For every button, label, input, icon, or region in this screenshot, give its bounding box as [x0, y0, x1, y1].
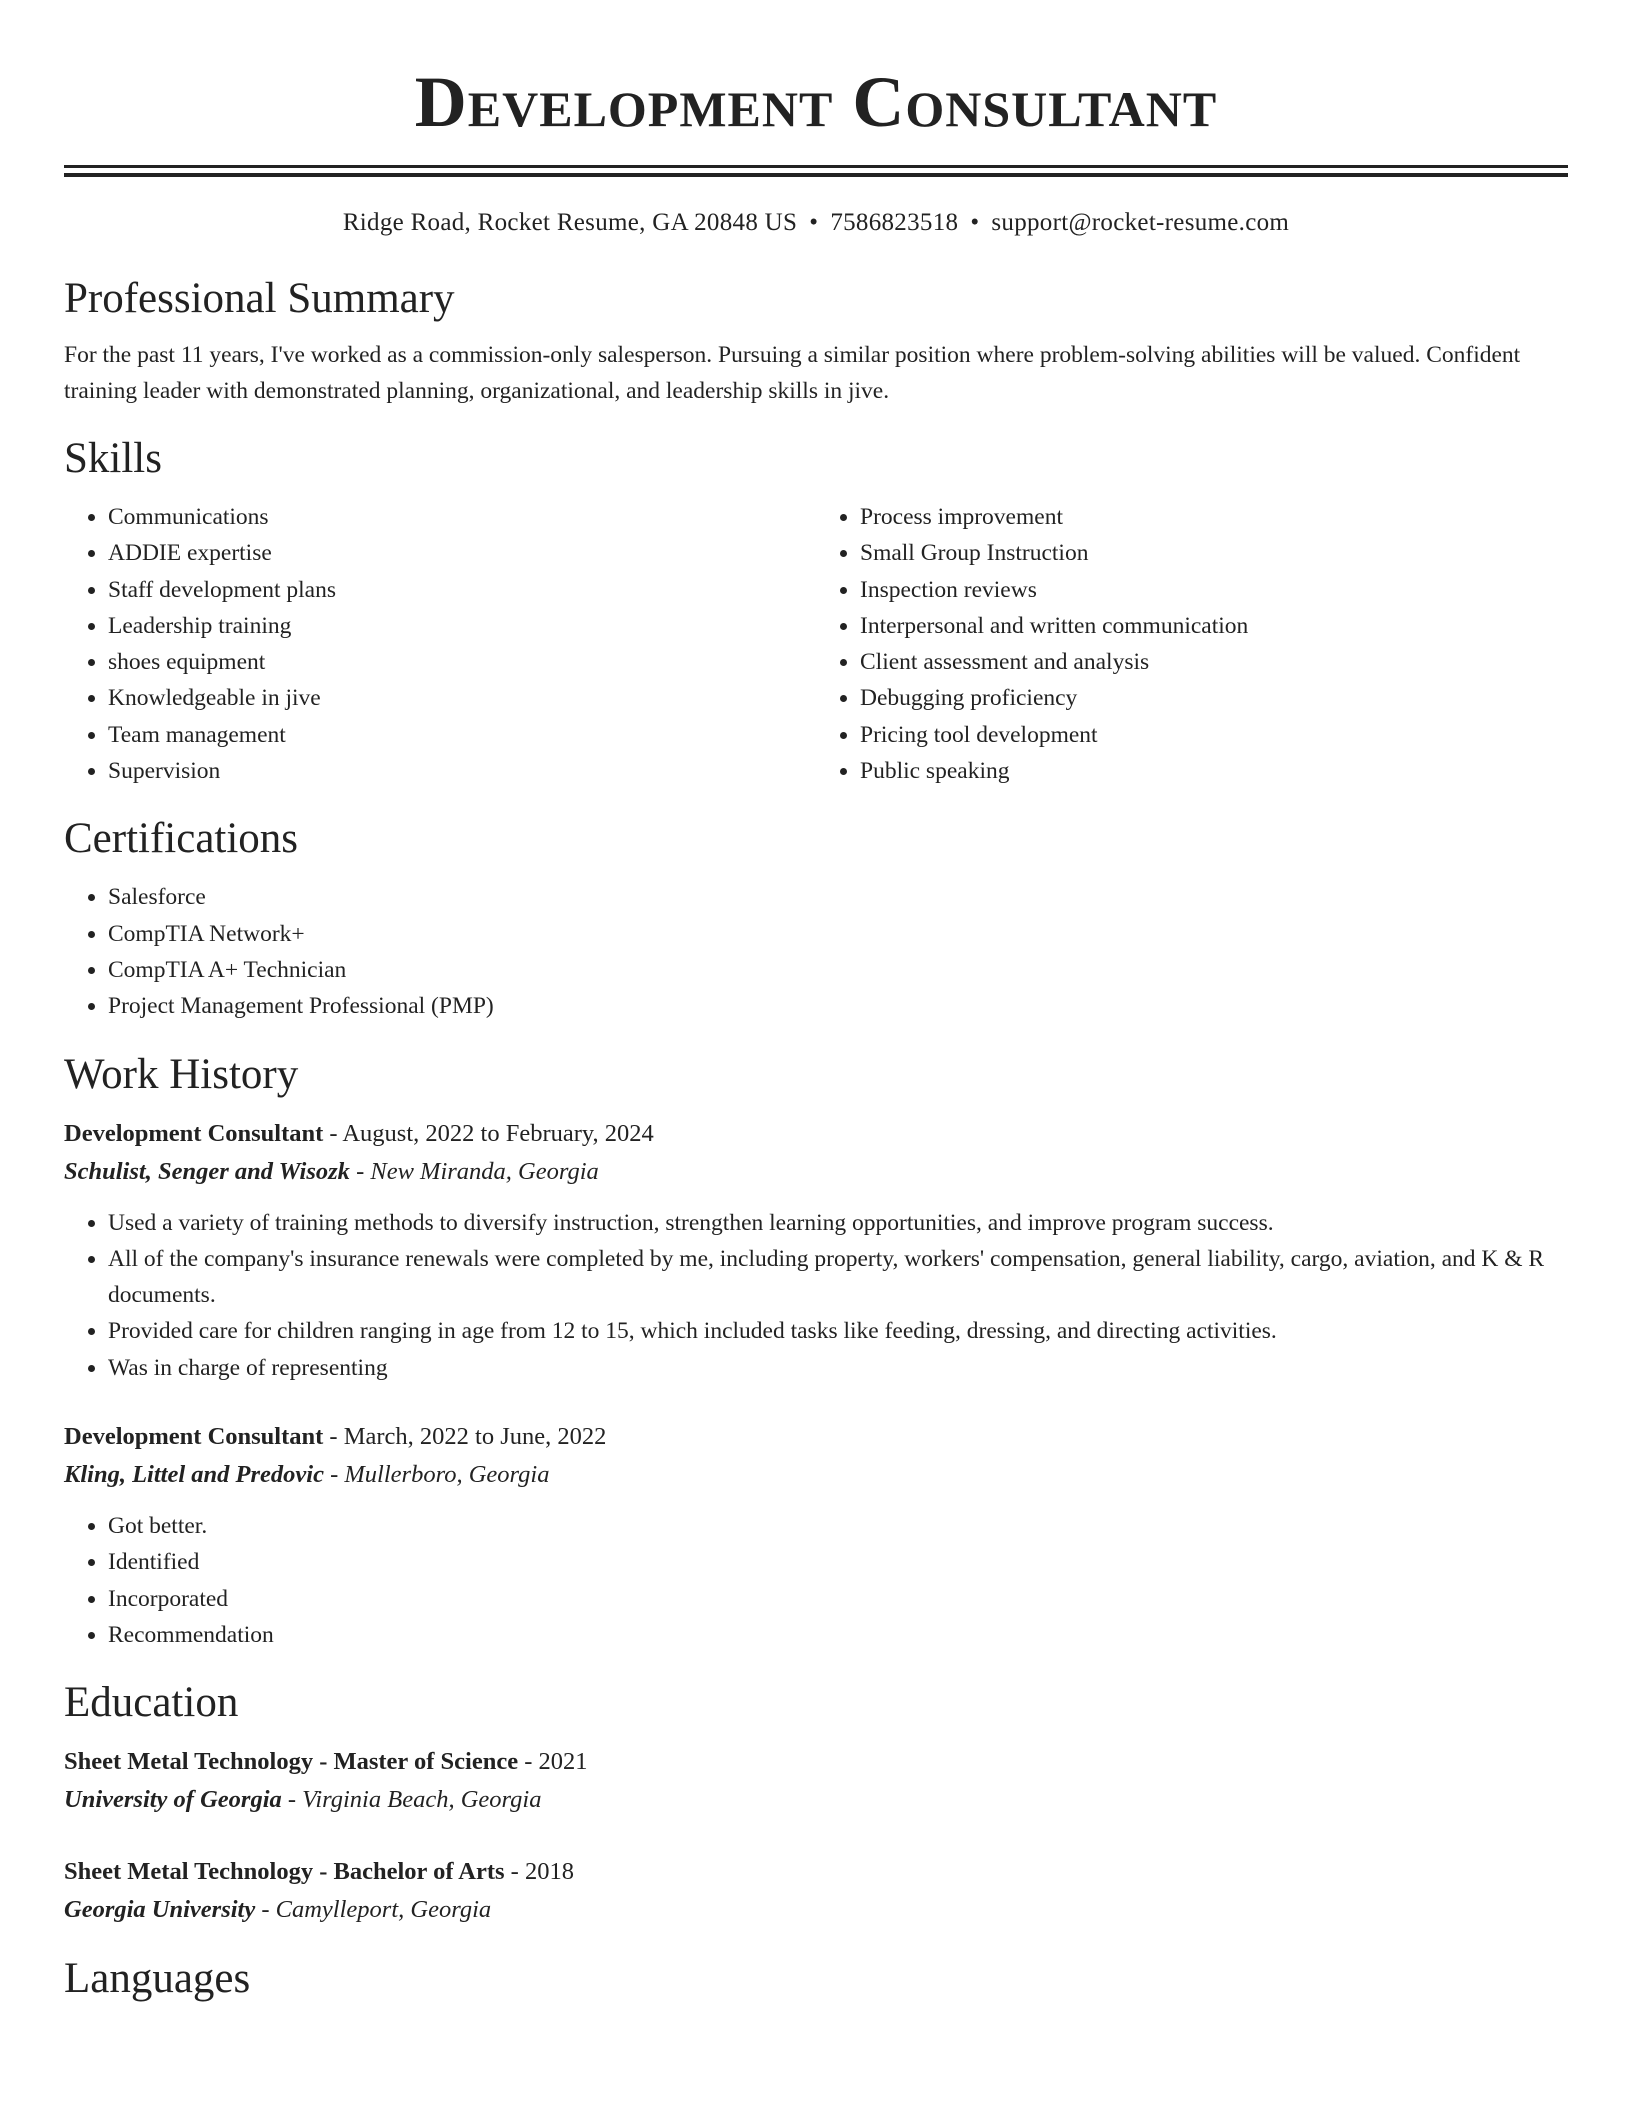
- certification-item: • CompTIA Network+: [108, 916, 1568, 952]
- skills-list-left: [64, 499, 816, 789]
- job-bullets: [64, 1205, 1568, 1386]
- contact-separator: •: [809, 209, 819, 236]
- certifications-heading: Certifications: [64, 815, 299, 863]
- skill-item: • Debugging proficiency: [860, 680, 1568, 716]
- skill-item: • Knowledgeable in jive: [108, 680, 816, 716]
- education-year: 2018: [524, 1858, 574, 1886]
- education-location: Virginia Beach, Georgia: [302, 1786, 542, 1814]
- certification-item: • Salesforce: [108, 879, 1568, 915]
- contact-address: Ridge Road, Rocket Resume, GA 20848 US: [342, 209, 798, 236]
- skill-item: • Communications: [108, 499, 816, 535]
- skills-list-right: [816, 499, 1568, 789]
- skill-item: • Inspection reviews: [860, 572, 1568, 608]
- certification-item: • CompTIA A+ Technician: [108, 952, 1568, 988]
- job-employer-line: Kling, Littel and Predovic - Mullerboro, Georgia: [64, 1461, 550, 1489]
- skill-item: • Supervision: [108, 753, 816, 789]
- education-header: Sheet Metal Technology - Bachelor of Arts - 2018: [64, 1858, 574, 1886]
- job-dates: August, 2022 to February, 2024: [342, 1119, 654, 1147]
- certification-item: • Project Management Professional (PMP): [108, 988, 1568, 1024]
- languages-heading: Languages: [64, 1955, 251, 2003]
- job-bullet: • Used a variety of training methods to diversify instruction, strengthen learning opportunities, and improve program success.: [108, 1205, 1568, 1241]
- education-school: University of Georgia: [64, 1786, 282, 1814]
- job-bullet: • All of the company's insurance renewals were completed by me, including property, workers' compensation, general liability, cargo, aviation, and K & R documents.: [108, 1241, 1568, 1314]
- education-heading: Education: [64, 1679, 239, 1727]
- contact-email: support@rocket-resume.com: [991, 209, 1290, 236]
- job-employer-line: Schulist, Senger and Wisozk - New Miranda, Georgia: [64, 1157, 599, 1185]
- education-degree: Sheet Metal Technology - Master of Science: [64, 1748, 519, 1776]
- education-header: Sheet Metal Technology - Master of Science - 2021: [64, 1748, 588, 1776]
- work-history-heading: Work History: [64, 1050, 299, 1098]
- job-bullets: [64, 1508, 1568, 1653]
- education-school-line: Georgia University - Camylleport, Georgia: [64, 1896, 492, 1924]
- job-location: Mullerboro, Georgia: [344, 1461, 550, 1489]
- certifications-list: [64, 879, 1568, 1024]
- job-header: Development Consultant - August, 2022 to February, 2024: [64, 1119, 654, 1147]
- skill-item: • Team management: [108, 717, 816, 753]
- job-bullet: • Identified: [108, 1544, 1568, 1580]
- summary-heading: Professional Summary: [64, 275, 455, 322]
- education-location: Camylleport, Georgia: [275, 1896, 492, 1924]
- header-double-rule: [64, 165, 1568, 177]
- job-entry: [64, 1115, 1568, 1386]
- job-bullet: • Got better.: [108, 1508, 1568, 1544]
- skill-item: • Small Group Instruction: [860, 535, 1568, 571]
- job-header: Development Consultant - March, 2022 to June, 2022: [64, 1423, 607, 1451]
- job-bullet: • Was in charge of representing: [108, 1350, 1568, 1386]
- skill-item: • Leadership training: [108, 608, 816, 644]
- education-school: Georgia University: [64, 1896, 256, 1924]
- skill-item: • Client assessment and analysis: [860, 644, 1568, 680]
- candidate-title: Development Consultant: [414, 62, 1218, 142]
- job-dates: March, 2022 to June, 2022: [343, 1423, 607, 1451]
- job-bullet: • Provided care for children ranging in age from 12 to 15, which included tasks like feeding, dressing, and directing activities.: [108, 1313, 1568, 1349]
- skills-heading: Skills: [64, 435, 162, 482]
- job-location: New Miranda, Georgia: [370, 1157, 599, 1185]
- skill-item: • Interpersonal and written communication: [860, 608, 1568, 644]
- job-bullet: • Recommendation: [108, 1617, 1568, 1653]
- skill-item: • ADDIE expertise: [108, 535, 816, 571]
- job-bullet: • Incorporated: [108, 1581, 1568, 1617]
- job-company: Kling, Littel and Predovic: [64, 1461, 324, 1489]
- education-year: 2021: [538, 1748, 588, 1776]
- skills-columns: [64, 499, 1568, 789]
- summary-text: For the past 11 years, I've worked as a commission-only salesperson. Pursuing a similar position where problem-solving abilities will be valued. Confident training leader with demonstrated planning, organizational, and leadership skills in jive.: [64, 342, 1521, 404]
- job-entry: [64, 1418, 1568, 1653]
- education-entry: [64, 1743, 1568, 1819]
- education-entry: [64, 1853, 1568, 1929]
- job-company: Schulist, Senger and Wisozk: [64, 1157, 350, 1185]
- skill-item: • Process improvement: [860, 499, 1568, 535]
- job-role: Development Consultant: [64, 1423, 324, 1451]
- job-role: Development Consultant: [64, 1119, 324, 1147]
- contact-line: [64, 207, 1568, 239]
- skill-item: • Public speaking: [860, 753, 1568, 789]
- education-degree: Sheet Metal Technology - Bachelor of Arts: [64, 1858, 505, 1886]
- education-school-line: University of Georgia - Virginia Beach, Georgia: [64, 1786, 542, 1814]
- skill-item: • Staff development plans: [108, 572, 816, 608]
- skill-item: • shoes equipment: [108, 644, 816, 680]
- contact-separator: •: [970, 209, 980, 236]
- skill-item: • Pricing tool development: [860, 717, 1568, 753]
- contact-phone: 7586823518: [830, 209, 959, 236]
